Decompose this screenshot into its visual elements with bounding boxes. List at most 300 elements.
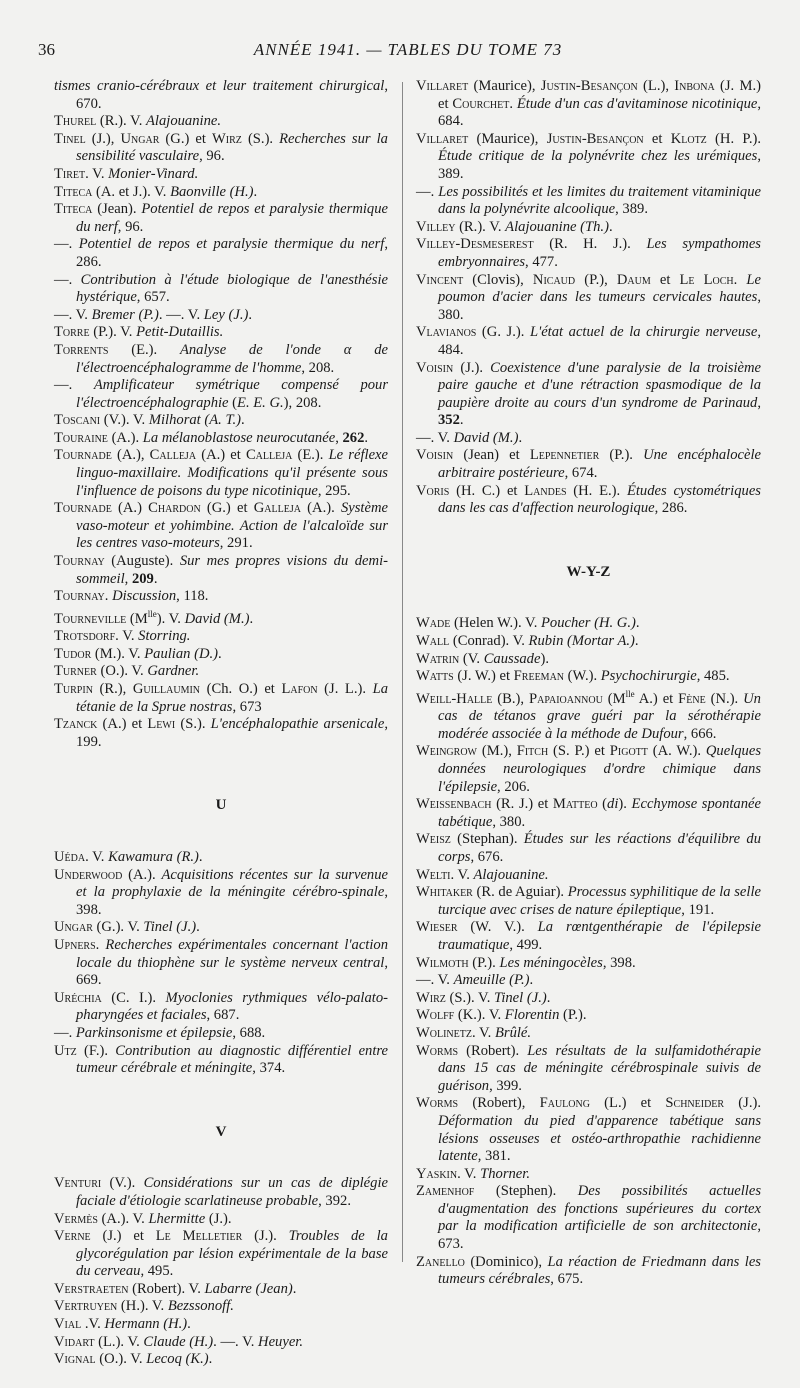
author-name: Voisin	[416, 447, 454, 464]
author-name: Le Loch	[679, 271, 734, 288]
index-entry	[54, 324, 388, 342]
entry-title: Processus syphilitique de la selle turcique avec crises de nature épileptique	[438, 884, 761, 918]
entry-title: Recherches expérimentales concernant l'action locale du thiophène sur le système nerveux central	[76, 936, 388, 971]
author-name: Titeca	[54, 201, 93, 218]
entry-text: .	[546, 989, 551, 1006]
entry-text: (J.) et	[90, 1228, 156, 1245]
index-entry	[54, 1211, 388, 1229]
entry-title: Psychochirurgie	[600, 668, 697, 685]
index-entry	[54, 1025, 388, 1043]
entry-text: (A.).	[300, 500, 341, 517]
entry-text: (R.). V.	[96, 113, 146, 130]
entry-title: Claude (H.)	[143, 1333, 214, 1350]
entry-text: lle	[147, 608, 157, 619]
entry-text: , 389.	[615, 201, 648, 218]
author-name: Turner	[54, 663, 97, 680]
entry-text: (P.).	[559, 1007, 587, 1024]
author-name: Zamenhof	[416, 1183, 475, 1200]
author-name: Welti	[416, 866, 451, 883]
entry-title: Ley (J.)	[203, 306, 249, 323]
author-name: Torrents	[54, 341, 109, 358]
entry-text: (Auguste).	[104, 553, 180, 570]
entry-text: (S. P.) et	[548, 743, 610, 760]
entry-text: (A.) et	[196, 447, 246, 464]
index-entry	[416, 78, 761, 131]
entry-text: (N.).	[705, 690, 744, 707]
author-name: Wolff	[416, 1007, 455, 1024]
entry-title: Tinel (J.)	[494, 989, 547, 1006]
author-name: Tournay	[54, 553, 105, 570]
entry-title: La mélanoblastose neurocutanée	[142, 429, 336, 446]
index-entry	[54, 1298, 388, 1316]
entry-text: (J.),	[85, 130, 121, 147]
author-name: Weill-Halle	[416, 690, 493, 707]
entry-text: (P.),	[575, 271, 617, 288]
entry-title: Poucher (H. G.)	[541, 615, 636, 632]
index-entry	[416, 1025, 761, 1043]
entry-text: . —. V.	[158, 306, 204, 323]
entry-title: Thorner.	[480, 1165, 530, 1182]
entry-text: (S.). V.	[445, 989, 495, 1006]
entry-text: , 399.	[489, 1077, 522, 1094]
index-entry	[54, 606, 388, 628]
entry-text: (R.). V.	[455, 218, 506, 235]
entry-title: Labarre (Jean)	[204, 1280, 293, 1297]
entry-text: .	[253, 183, 258, 200]
author-name: Zanello	[416, 1253, 465, 1270]
entry-text: .	[196, 919, 200, 936]
entry-text: (M.),	[477, 743, 517, 760]
author-name: Tudor	[54, 645, 92, 662]
entry-text: (J.).	[242, 1228, 289, 1245]
index-entry	[416, 615, 761, 633]
entry-text: .	[634, 633, 639, 650]
index-entry	[416, 430, 761, 448]
index-entry	[54, 937, 388, 990]
entry-title: Étude critique de la polynévrite chez les urémiques	[438, 148, 758, 165]
entry-text: (J. W.) et	[453, 668, 514, 685]
entry-title: L'état actuel de la chirurgie nerveuse	[529, 324, 758, 341]
author-name: Wirz	[212, 130, 242, 147]
entry-title: Une encéphalocèle arbitraire postérieure	[438, 447, 762, 482]
author-name: Ungar	[54, 919, 93, 936]
entry-text: .	[608, 218, 613, 235]
entry-text: (H. E.).	[566, 482, 627, 499]
index-entry	[416, 1254, 761, 1289]
entry-text: (Helen W.). V.	[450, 615, 541, 632]
index-entry	[54, 131, 388, 166]
entry-text: (G. J.).	[476, 324, 530, 341]
author-name: Calleja	[245, 447, 293, 464]
author-name: Wilmoth	[416, 954, 469, 971]
author-name: Vidart	[54, 1333, 95, 1350]
entry-text: (A. et J.). V.	[92, 183, 171, 200]
entry-text: , 389.	[438, 148, 761, 182]
entry-text: —. V.	[416, 429, 454, 446]
entry-text: ), 208.	[283, 394, 322, 411]
author-name: Worms	[416, 1042, 459, 1059]
index-entry	[54, 377, 388, 412]
author-name: Lewi	[147, 716, 176, 733]
index-entry	[54, 990, 388, 1025]
entry-title: David (M.)	[184, 610, 250, 627]
entry-title: Lhermitte	[148, 1210, 206, 1227]
entry-text: (L.) et	[589, 1095, 666, 1112]
entry-text: (A.). V.	[97, 1210, 149, 1227]
entry-title: Contribution au diagnostic différentiel entre tumeur cérébrale et méningite	[76, 1042, 389, 1077]
entry-text: (J. L.).	[317, 681, 373, 698]
index-entry	[54, 447, 388, 500]
entry-text: (F.).	[76, 1042, 116, 1059]
entry-title: Potentiel de repos et paralysie thermique du nerf	[76, 201, 388, 235]
entry-text: —. V.	[416, 972, 454, 989]
index-entry	[54, 272, 388, 307]
index-column-left	[54, 78, 388, 1369]
entry-text: (K.). V.	[454, 1007, 505, 1024]
entry-text: (	[228, 394, 238, 411]
entry-text: (A.),	[111, 447, 150, 464]
page-header	[38, 40, 778, 64]
entry-text: , 674.	[564, 465, 598, 482]
index-entry	[54, 201, 388, 236]
entry-text: ).	[618, 796, 632, 813]
section-heading: U	[215, 797, 227, 814]
entry-text: (Robert).	[458, 1042, 528, 1059]
entry-title: di	[607, 796, 619, 813]
entry-title: Baonville (H.)	[170, 183, 254, 200]
author-name: Villey-Desmeserest	[416, 236, 534, 253]
author-name: Vlavianos	[416, 324, 477, 341]
index-entry	[416, 324, 761, 359]
index-entry	[416, 236, 761, 271]
entry-text: 262	[342, 429, 365, 446]
index-entry	[416, 1183, 761, 1253]
entry-text: . V.	[471, 1024, 495, 1041]
entry-text: A.) et	[634, 690, 679, 707]
index-entry	[54, 867, 388, 920]
entry-text: .	[198, 849, 203, 866]
entry-text: (P.). V.	[89, 324, 137, 341]
index-entry	[416, 668, 761, 686]
entry-text: (Stephan).	[450, 831, 524, 848]
entry-text: .	[104, 588, 113, 605]
author-name: Klotz	[670, 130, 707, 147]
entry-title: Alajouanine (Th.)	[505, 218, 609, 235]
entry-title: Gardner.	[147, 663, 200, 680]
author-name: Verstraeten	[54, 1280, 129, 1297]
entry-text: et	[650, 271, 680, 288]
entry-text: , 208.	[301, 359, 335, 376]
author-name: Schneider	[665, 1095, 725, 1112]
section-heading: V	[215, 1123, 227, 1140]
author-name: Uéda	[54, 849, 86, 866]
author-name: Nicaud	[532, 271, 576, 288]
author-name: Fène	[678, 690, 706, 707]
author-name: Justin-Besançon	[546, 130, 644, 147]
entry-text: (H.). V.	[117, 1298, 168, 1315]
entry-text: .	[248, 306, 252, 323]
entry-text: (P.).	[468, 954, 500, 971]
author-name: Guillaumin	[132, 681, 201, 698]
index-entry	[54, 849, 388, 867]
entry-text: (Maurice),	[468, 130, 547, 147]
entry-text: , 398.	[76, 884, 388, 918]
index-entry	[54, 646, 388, 664]
entry-text: , 673.	[438, 1218, 761, 1253]
entry-text: (O.). V.	[95, 1351, 147, 1368]
entry-title: Lecoq (K.)	[146, 1351, 209, 1368]
index-entry	[416, 884, 761, 919]
author-name: Toscani	[54, 412, 101, 429]
author-name: Voris	[416, 482, 450, 499]
entry-text: (R.),	[92, 681, 133, 698]
entry-text: , 374.	[252, 1060, 286, 1077]
entry-text: (E.).	[108, 341, 180, 358]
entry-text: ). V.	[156, 610, 185, 627]
index-entry	[416, 919, 761, 954]
entry-text: , 286.	[654, 500, 688, 517]
author-name: Venturi	[54, 1175, 102, 1192]
entry-text: (M.). V.	[91, 645, 145, 662]
entry-text: (Robert). V.	[128, 1280, 205, 1297]
entry-title: Florentin	[504, 1007, 560, 1024]
entry-title: Contribution à l'étude biologique de l'anesthésie hystérique	[76, 271, 388, 306]
entry-text: , 495.	[140, 1263, 174, 1280]
index-entry	[416, 955, 761, 973]
entry-text: (Robert),	[458, 1095, 540, 1112]
entry-text: . —. V.	[213, 1333, 259, 1350]
author-name: Uréchia	[54, 989, 102, 1006]
entry-title: Considérations sur un cas de diplégie faciale d'étiologie scarlatineuse probable	[76, 1175, 388, 1209]
entry-text: (Maurice),	[468, 78, 541, 94]
author-name: Voisin	[416, 359, 454, 376]
entry-text: —.	[54, 1024, 76, 1041]
entry-text: , 675.	[550, 1271, 584, 1288]
index-entry	[54, 1334, 388, 1352]
author-name: Papaioannou	[528, 690, 603, 707]
entry-text: . V.	[85, 165, 109, 182]
index-entry	[416, 990, 761, 1008]
author-name: Whitaker	[416, 884, 473, 901]
entry-title: Analyse de l'onde α de l'électroencéphalogramme de l'homme	[76, 341, 389, 376]
author-name: Wolinetz	[416, 1024, 472, 1041]
entry-text: , 673	[232, 698, 262, 715]
entry-title: Heuyer.	[258, 1333, 304, 1350]
entry-title: Le poumon d'acier dans les tumeurs cervicales hautes	[438, 271, 762, 306]
entry-title: Études sur les réactions d'équilibre du corps	[438, 831, 761, 866]
entry-title: Les méningocèles	[499, 954, 603, 971]
entry-title: Tinel (J.)	[143, 919, 197, 936]
index-entry	[54, 236, 388, 271]
running-title: ANNÉE 1941. — TABLES DU TOME 73	[253, 40, 563, 59]
entry-title: Bremer (P.)	[91, 306, 159, 323]
index-entry	[416, 796, 761, 831]
entry-text: .	[153, 570, 158, 587]
entry-text: , 291.	[219, 535, 253, 552]
entry-text: , 380.	[438, 289, 761, 323]
entry-text: ,	[335, 429, 343, 446]
entry-text: (G.) et	[159, 130, 212, 147]
author-name: Inbona	[674, 78, 715, 94]
entry-text: (R. J.) et	[491, 796, 553, 813]
entry-text: (A.).	[107, 429, 143, 446]
author-name: Titeca	[54, 183, 93, 200]
entry-text: (Jean).	[92, 201, 142, 218]
entry-text: . V.	[85, 849, 109, 866]
entry-text: (L.),	[637, 78, 675, 94]
index-column-right	[416, 78, 761, 1289]
entry-text: , 295.	[317, 482, 351, 499]
entry-title: Sur mes propres visions du demi-sommeil	[76, 553, 388, 587]
author-name: Underwood	[54, 866, 123, 883]
entry-text: , 199.	[76, 716, 388, 750]
entry-title: Petit-Dutaillis.	[136, 324, 224, 341]
author-name: Utz	[54, 1042, 77, 1059]
entry-title: Alajouanine.	[473, 866, 549, 883]
index-entry	[416, 867, 761, 885]
entry-text: .	[95, 936, 106, 953]
index-entry	[54, 166, 388, 184]
entry-text: (A.) et	[97, 716, 148, 733]
entry-text: , 398.	[602, 954, 636, 971]
entry-text: .	[240, 412, 245, 429]
author-name: Faulong	[539, 1095, 590, 1112]
index-entry	[416, 360, 761, 430]
entry-text: (L.). V.	[94, 1333, 144, 1350]
entry-text: (M	[126, 610, 148, 627]
index-entry	[54, 184, 388, 202]
entry-text: , 118.	[176, 588, 209, 605]
entry-text: (G.) et	[200, 500, 254, 517]
entry-text: , 485.	[696, 668, 730, 685]
entry-text: (J. M.) et	[438, 78, 761, 112]
entry-title: La tétanie de la Sprue nostras	[76, 681, 388, 715]
author-name: Tinel	[54, 130, 86, 147]
entry-title: Coexistence d'une paralysie de la troisième paire gauche et d'une rétraction spasmodique de la paupière droite au cours d'un syndrome de Parinaud	[438, 359, 761, 411]
entry-title: Alajouanine.	[146, 113, 221, 130]
entry-text: , 666.	[683, 725, 717, 742]
index-entry	[416, 831, 761, 866]
index-entry	[54, 78, 388, 113]
entry-text: . V.	[115, 628, 139, 645]
entry-text: (J.).	[724, 1095, 761, 1112]
entry-text: , 477.	[525, 253, 558, 270]
entry-title: Acquisitions récentes sur la survenue et la prophylaxie de la méningite cérébro-spinale	[76, 866, 388, 901]
author-name: Vertruyen	[54, 1298, 118, 1315]
entry-title: Monier-Vinard.	[108, 165, 199, 182]
entry-text: (A.).	[122, 866, 162, 883]
entry-text: , 676.	[470, 849, 504, 866]
entry-text: .	[292, 1280, 297, 1297]
index-entry	[416, 633, 761, 651]
author-name: Le Melletier	[155, 1228, 243, 1245]
entry-text: (P.).	[599, 447, 644, 464]
entry-text: , 670.	[76, 78, 388, 112]
entry-text: (Jean) et	[453, 447, 530, 464]
author-name: Weisz	[416, 831, 451, 848]
entry-text: (R. H. J.).	[533, 236, 647, 253]
entry-text: (C. I.).	[101, 989, 166, 1006]
entry-title: La rœntgenthérapie de l'épilepsie traumatique	[438, 919, 761, 953]
entry-text: (W. V.).	[457, 919, 538, 936]
entry-text: 352	[438, 412, 460, 429]
index-entry	[54, 628, 388, 646]
index-entry	[54, 1175, 388, 1210]
author-name: Pigott	[609, 743, 648, 760]
author-name: Weissenbach	[416, 796, 492, 813]
index-entry	[416, 686, 761, 744]
author-name: Courchet	[452, 95, 510, 112]
entry-text: ,	[124, 570, 132, 587]
entry-text: .	[529, 972, 534, 989]
author-name: Weingrow	[416, 743, 477, 760]
author-name: Tourneville	[54, 610, 127, 627]
entry-text: lle	[625, 688, 635, 699]
author-name: Freeman	[513, 668, 565, 685]
author-name: Tournade	[54, 447, 112, 464]
author-name: Ungar	[120, 130, 160, 147]
entry-text: (H. P.).	[706, 130, 761, 147]
author-name: Fitch	[516, 743, 549, 760]
author-name: Wall	[416, 633, 450, 650]
author-name: Villaret	[416, 130, 469, 147]
index-entry	[54, 307, 388, 325]
index-entry	[54, 1316, 388, 1334]
index-entry	[54, 412, 388, 430]
entry-text: (V.).	[101, 1175, 144, 1192]
index-entry	[54, 553, 388, 588]
entry-title: Brûlé.	[494, 1024, 532, 1041]
index-entry	[54, 716, 388, 751]
section-heading: W-Y-Z	[566, 563, 611, 580]
index-entry	[416, 184, 761, 219]
index-entry	[54, 342, 388, 377]
entry-text: , 96.	[117, 218, 144, 235]
index-entry	[416, 1043, 761, 1096]
index-entry	[416, 743, 761, 796]
entry-text: , 286.	[76, 236, 388, 270]
author-name: Galleja	[253, 500, 301, 517]
index-entry	[416, 219, 761, 237]
index-entry	[54, 1351, 388, 1369]
author-name: Watts	[416, 668, 454, 685]
entry-title: Amplificateur symétrique compensé pour l'électroencéphalographie	[76, 377, 389, 411]
entry-title: Études cystométriques dans les cas d'affection neurologique	[438, 482, 761, 517]
author-name: Verne	[54, 1228, 91, 1245]
entry-text: , 684.	[438, 95, 762, 130]
entry-title: Potentiel de repos et paralysie thermique du nerf	[78, 236, 385, 253]
index-entry	[54, 113, 388, 131]
author-name: Yaskin	[416, 1165, 458, 1182]
author-name: Worms	[416, 1095, 459, 1112]
entry-text: , 499.	[509, 936, 543, 953]
entry-text: (E.).	[292, 447, 329, 464]
entry-title: E. E. G.	[237, 394, 284, 411]
entry-text: et	[643, 130, 671, 147]
author-name: Tournade	[54, 500, 112, 517]
entry-text: , 206.	[497, 778, 530, 795]
index-entry	[416, 972, 761, 990]
index-entry	[416, 131, 761, 184]
index-entry	[54, 663, 388, 681]
index-entry	[54, 919, 388, 937]
author-name: Justin-Besançon	[540, 78, 638, 94]
entry-text: .	[459, 412, 464, 429]
author-name: Wirz	[416, 989, 446, 1006]
entry-text: .	[635, 615, 640, 632]
entry-text: , 669.	[76, 954, 388, 989]
index-entry	[54, 1043, 388, 1078]
